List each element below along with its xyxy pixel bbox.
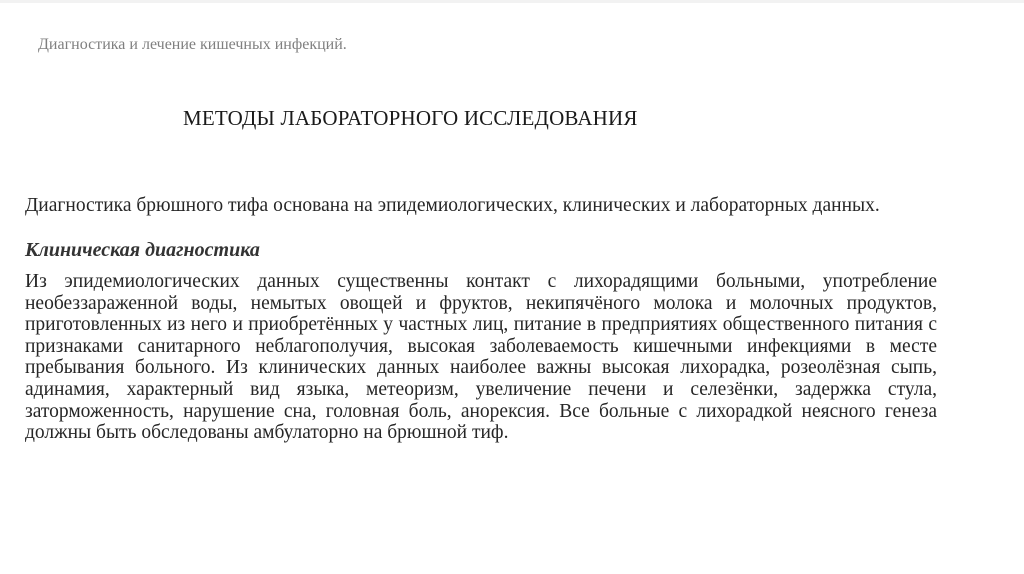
body-paragraph: Из эпидемиологических данных существенны контакт с лихорадящими больными, употребление необеззараженной воды, немытых овощей и фруктов, некипячёного молока и молочных продуктов, приготовленных из него и приобретённых у частных лиц, питание в предприятиях общественного питания с признаками санитарного неблагополучия, высокая заболеваемость кишечными инфекциями в месте пребывания больного. Из клинических данных наиболее важны высокая лихорадка, розеолёзная сыпь, адинамия, характерный вид языка, метеоризм, увеличение печени и селезёнки, задержка стула, заторможенность, нарушение сна, головная боль, анорексия. Все больные с лихорадкой неясного генеза должны быть обследованы амбулаторно на брюшной тиф.: [25, 271, 937, 444]
intro-paragraph: Диагностика брюшного тифа основана на эпидемиологических, клинических и лабораторных данных.: [25, 195, 880, 216]
slide-header: Диагностика и лечение кишечных инфекций.: [38, 36, 347, 53]
top-divider: [0, 0, 1024, 3]
slide-content: [25, 195, 937, 444]
slide-title: МЕТОДЫ ЛАБОРАТОРНОГО ИССЛЕДОВАНИЯ: [183, 106, 638, 130]
section-heading: Клиническая диагностика: [25, 239, 260, 261]
